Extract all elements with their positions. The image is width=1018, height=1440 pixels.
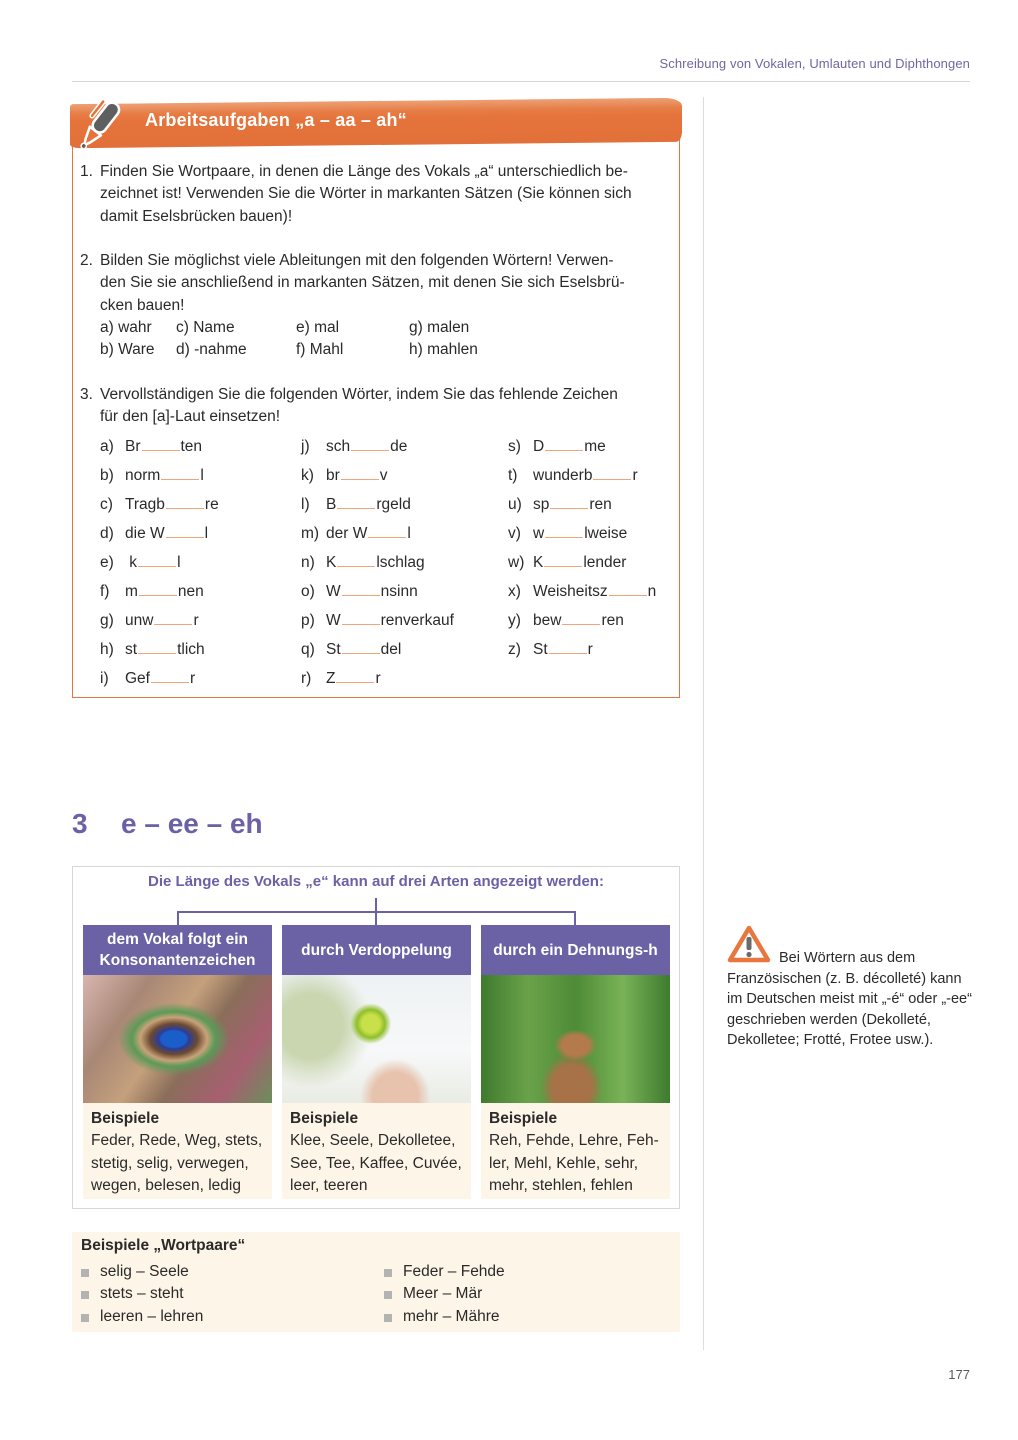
word-prefix: br	[326, 467, 340, 484]
word-prefix: st	[125, 641, 138, 658]
blank-input[interactable]	[337, 492, 375, 509]
connector-line	[177, 911, 576, 913]
item-label: x)	[508, 583, 521, 600]
word-prefix: W	[326, 612, 341, 629]
word-suffix: tlich	[177, 641, 205, 658]
bullet-square-icon	[384, 1291, 392, 1299]
task-3-number: 3.	[80, 386, 93, 403]
task-1-line: zeichnet ist! Verwenden Sie die Wörter in markanten Sätzen (Sie können sich	[100, 185, 632, 203]
fill-in-item	[508, 637, 656, 666]
derivation-word: a) wahr	[100, 318, 152, 336]
blank-input[interactable]	[341, 463, 379, 480]
fill-in-item	[301, 434, 454, 463]
bullet-square-icon	[384, 1269, 392, 1277]
word-prefix: norm	[125, 467, 161, 484]
item-label: h)	[100, 641, 114, 658]
derivation-word: b) Ware	[100, 341, 155, 359]
word-pairs-left	[81, 1261, 203, 1328]
category-examples	[83, 1103, 272, 1199]
item-label: s)	[508, 438, 521, 455]
word-pair-text: stets – steht	[100, 1285, 184, 1303]
examples-title: Beispiele	[489, 1110, 558, 1127]
side-note-text: Bei Wörtern aus dem Französischen (z. B. décolleté) kann im Deutschen meist mit „-é“ oder „-ee“ geschrieben werden (Dekolleté, Dekolletee; Frotté, Frotee usw.).	[727, 950, 972, 1049]
item-label: g)	[100, 612, 114, 629]
word-prefix: K	[326, 554, 337, 571]
fill-in-item	[508, 579, 656, 608]
blank-input[interactable]	[342, 637, 380, 654]
fill-in-item	[301, 666, 454, 695]
word-suffix: del	[380, 641, 402, 658]
fill-in-item	[100, 637, 219, 666]
word-prefix: St	[533, 641, 548, 658]
examples-text: Feder, Rede, Weg, stets, stetig, selig, verwegen, wegen, belesen, ledig	[91, 1132, 263, 1194]
fill-in-item	[508, 463, 656, 492]
derivation-row	[80, 317, 672, 339]
blank-input[interactable]	[545, 434, 583, 451]
derivation-word: e) mal	[296, 318, 340, 336]
fill-in-item	[301, 637, 454, 666]
blank-input[interactable]	[545, 521, 583, 538]
word-suffix: renverkauf	[380, 612, 454, 629]
word-pair-item	[384, 1283, 505, 1305]
fill-in-item	[100, 434, 219, 463]
word-suffix: de	[390, 438, 408, 455]
category-dehnungs-h	[481, 925, 670, 1199]
word-suffix: v	[379, 467, 388, 484]
blank-input[interactable]	[166, 492, 204, 509]
bullet-square-icon	[81, 1269, 89, 1277]
task-3	[80, 384, 672, 429]
fill-in-item	[100, 521, 219, 550]
examples-title: Beispiele	[290, 1110, 359, 1127]
task-2-line: den Sie sie anschließend in markanten Sätzen, mit denen Sie sich Eselsbrü-	[100, 274, 625, 292]
word-prefix: Br	[125, 438, 141, 455]
word-prefix: W	[326, 583, 341, 600]
word-suffix: r	[193, 612, 199, 629]
word-prefix: D	[533, 438, 545, 455]
blank-input[interactable]	[342, 579, 380, 596]
word-prefix: die W	[125, 525, 165, 542]
bullet-square-icon	[384, 1314, 392, 1322]
blank-input[interactable]	[336, 666, 374, 683]
item-label: n)	[301, 554, 315, 571]
fill-in-item	[100, 579, 219, 608]
blank-input[interactable]	[337, 550, 375, 567]
fill-in-item	[508, 521, 656, 550]
word-prefix: m	[125, 583, 138, 600]
fill-in-item	[301, 463, 454, 492]
item-label: z)	[508, 641, 521, 658]
category-title: durch Verdoppelung	[282, 925, 471, 975]
word-pair-item	[81, 1261, 203, 1283]
connector-line	[375, 911, 377, 925]
item-label: r)	[301, 670, 312, 687]
task-title: Arbeitsaufgaben „a – aa – ah“	[145, 110, 407, 130]
item-label: i)	[100, 670, 109, 687]
word-suffix: r	[587, 641, 593, 658]
task-2-line: Bilden Sie möglichst viele Ableitungen mit den folgenden Wörtern! Verwen-	[100, 252, 614, 269]
fill-in-item	[100, 492, 219, 521]
word-prefix: K	[533, 554, 544, 571]
item-label: u)	[508, 496, 522, 513]
task-1	[80, 161, 672, 228]
task-2	[80, 250, 672, 361]
word-suffix: lschlag	[376, 554, 425, 571]
word-suffix: nsinn	[380, 583, 418, 600]
word-pair-item	[81, 1306, 203, 1328]
item-label: m)	[301, 525, 320, 542]
blank-input[interactable]	[138, 637, 176, 654]
column-divider	[703, 97, 704, 1350]
item-label: a)	[100, 438, 114, 455]
derivation-word: c) Name	[176, 318, 235, 336]
item-label: e)	[100, 554, 114, 571]
fill-column	[301, 434, 454, 695]
word-pair-text: leeren – lehren	[100, 1307, 204, 1325]
fill-in-item	[100, 666, 219, 695]
fill-column	[100, 434, 219, 695]
blank-input[interactable]	[562, 608, 600, 625]
pen-icon	[76, 96, 134, 148]
word-prefix: unw	[125, 612, 154, 629]
item-label: j)	[301, 438, 310, 455]
category-consonant	[83, 925, 272, 1199]
item-label: v)	[508, 525, 521, 542]
item-label: w)	[508, 554, 525, 571]
fill-in-item	[301, 608, 454, 637]
examples-title: Beispiele	[91, 1110, 160, 1127]
word-pair-item	[384, 1306, 505, 1328]
blank-input[interactable]	[151, 666, 189, 683]
word-prefix: sch	[326, 438, 351, 455]
blank-input[interactable]	[593, 463, 631, 480]
word-prefix: Weisheitsz	[533, 583, 608, 600]
word-prefix: w	[533, 525, 545, 542]
category-examples	[481, 1103, 670, 1199]
word-pair-text: selig – Seele	[100, 1263, 189, 1280]
word-suffix: l	[177, 554, 181, 571]
blank-input[interactable]	[544, 550, 582, 567]
word-suffix: l	[200, 467, 204, 484]
bullet-square-icon	[81, 1314, 89, 1322]
item-label: l)	[301, 496, 310, 513]
blank-input[interactable]	[161, 463, 199, 480]
word-prefix: k	[125, 554, 138, 571]
blank-input[interactable]	[549, 637, 587, 654]
word-suffix: rgeld	[376, 496, 411, 513]
word-suffix: nen	[177, 583, 204, 600]
word-prefix: sp	[533, 496, 550, 513]
task-3-line: Vervollständigen Sie die folgenden Wörter, indem Sie das fehlende Zeichen	[100, 386, 618, 403]
word-suffix: l	[204, 525, 209, 542]
category-doubling	[282, 925, 471, 1199]
fill-in-item	[100, 550, 219, 579]
four-leaf-clover-photo	[282, 975, 471, 1103]
fill-in-item	[508, 608, 656, 637]
running-head-title: Schreibung von Vokalen, Umlauten und Diphthongen	[659, 56, 970, 71]
word-suffix: r	[189, 670, 196, 687]
word-pair-item	[384, 1261, 505, 1283]
item-label: o)	[301, 583, 315, 600]
fill-in-item	[508, 550, 656, 579]
derivation-word: g) malen	[409, 318, 470, 336]
task-1-line: damit Eselsbrücken bauen)!	[100, 207, 293, 225]
derivation-word: d) -nahme	[176, 341, 247, 359]
item-label: y)	[508, 612, 521, 629]
word-prefix: bew	[533, 612, 562, 629]
word-suffix: lender	[583, 554, 627, 571]
page-number: 177	[948, 1367, 970, 1382]
word-suffix: me	[584, 438, 606, 455]
word-suffix: r	[375, 670, 381, 687]
word-pair-text: Meer – Mär	[403, 1285, 483, 1303]
item-label: b)	[100, 467, 114, 484]
word-suffix: ten	[180, 438, 203, 455]
task-3-line: für den [a]-Laut einsetzen!	[100, 408, 281, 426]
item-label: d)	[100, 525, 114, 542]
connector-line	[574, 911, 576, 925]
word-pair-text: mehr – Mähre	[403, 1307, 500, 1325]
bullet-square-icon	[81, 1291, 89, 1299]
word-pairs-right	[384, 1261, 505, 1328]
word-prefix: Z	[326, 670, 336, 687]
blank-input[interactable]	[609, 579, 647, 596]
examples-text: Reh, Fehde, Lehre, Feh-ler, Mehl, Kehle, sehr, mehr, stehlen, fehlen	[489, 1132, 659, 1194]
task-1-number: 1.	[80, 163, 93, 180]
category-title: dem Vokal folgt ein Konsonantenzeichen	[83, 925, 272, 975]
blank-input[interactable]	[138, 550, 176, 567]
word-pair-item	[81, 1283, 203, 1305]
word-suffix: ren	[601, 612, 624, 629]
task-2-line: cken bauen!	[100, 296, 185, 314]
word-pairs-title: Beispiele „Wortpaare“	[81, 1237, 246, 1254]
fill-in-item	[301, 550, 454, 579]
item-label: f)	[100, 583, 110, 600]
item-label: t)	[508, 467, 518, 484]
word-suffix: re	[204, 496, 219, 513]
task-2-number: 2.	[80, 252, 93, 269]
blank-input[interactable]	[351, 434, 389, 451]
fill-column	[508, 434, 656, 666]
fawn-photo	[481, 975, 670, 1103]
word-suffix: ren	[589, 496, 612, 513]
blank-input[interactable]	[142, 434, 180, 451]
word-suffix: r	[632, 467, 638, 484]
derivation-row	[80, 339, 672, 361]
item-label: k)	[301, 467, 314, 484]
fill-in-item	[100, 608, 219, 637]
word-prefix: B	[326, 496, 337, 513]
blank-input[interactable]	[342, 608, 380, 625]
category-title: durch ein Dehnungs-h	[481, 925, 670, 975]
item-label: c)	[100, 496, 113, 513]
word-pair-text: Feder – Fehde	[403, 1263, 505, 1280]
derivation-word: h) mahlen	[409, 341, 478, 359]
word-suffix: lweise	[584, 525, 628, 542]
task-1-line: Finden Sie Wortpaare, in denen die Länge des Vokals „a“ unterschiedlich be-	[100, 163, 628, 180]
word-suffix: n	[647, 583, 657, 600]
derivation-word: f) Mahl	[296, 341, 344, 359]
fill-in-item	[301, 492, 454, 521]
fill-in-item	[301, 521, 454, 550]
category-examples	[282, 1103, 471, 1199]
blank-input[interactable]	[154, 608, 192, 625]
header-divider	[72, 81, 970, 82]
diagram-heading: Die Länge des Vokals „e“ kann auf drei Arten angezeigt werden:	[148, 873, 604, 890]
blank-input[interactable]	[550, 492, 588, 509]
blank-input[interactable]	[139, 579, 177, 596]
word-suffix: l	[407, 525, 411, 542]
fill-in-item	[301, 579, 454, 608]
connector-line	[177, 911, 179, 925]
blank-input[interactable]	[166, 521, 204, 538]
section-number: 3	[72, 808, 88, 839]
word-prefix: Tragb	[125, 496, 165, 513]
fill-in-item	[508, 434, 656, 463]
blank-input[interactable]	[368, 521, 406, 538]
item-label: q)	[301, 641, 315, 658]
examples-text: Klee, Seele, Dekolletee, See, Tee, Kaffee, Cuvée, leer, teeren	[290, 1132, 462, 1194]
word-prefix: St	[326, 641, 341, 658]
item-label: p)	[301, 612, 315, 629]
section-title: e – ee – eh	[121, 808, 263, 839]
peacock-feather-photo	[83, 975, 272, 1103]
word-prefix: Gef	[125, 670, 150, 687]
word-prefix: wunderb	[533, 467, 593, 484]
fill-in-item	[508, 492, 656, 521]
fill-in-item	[100, 463, 219, 492]
word-prefix: der W	[326, 525, 368, 542]
